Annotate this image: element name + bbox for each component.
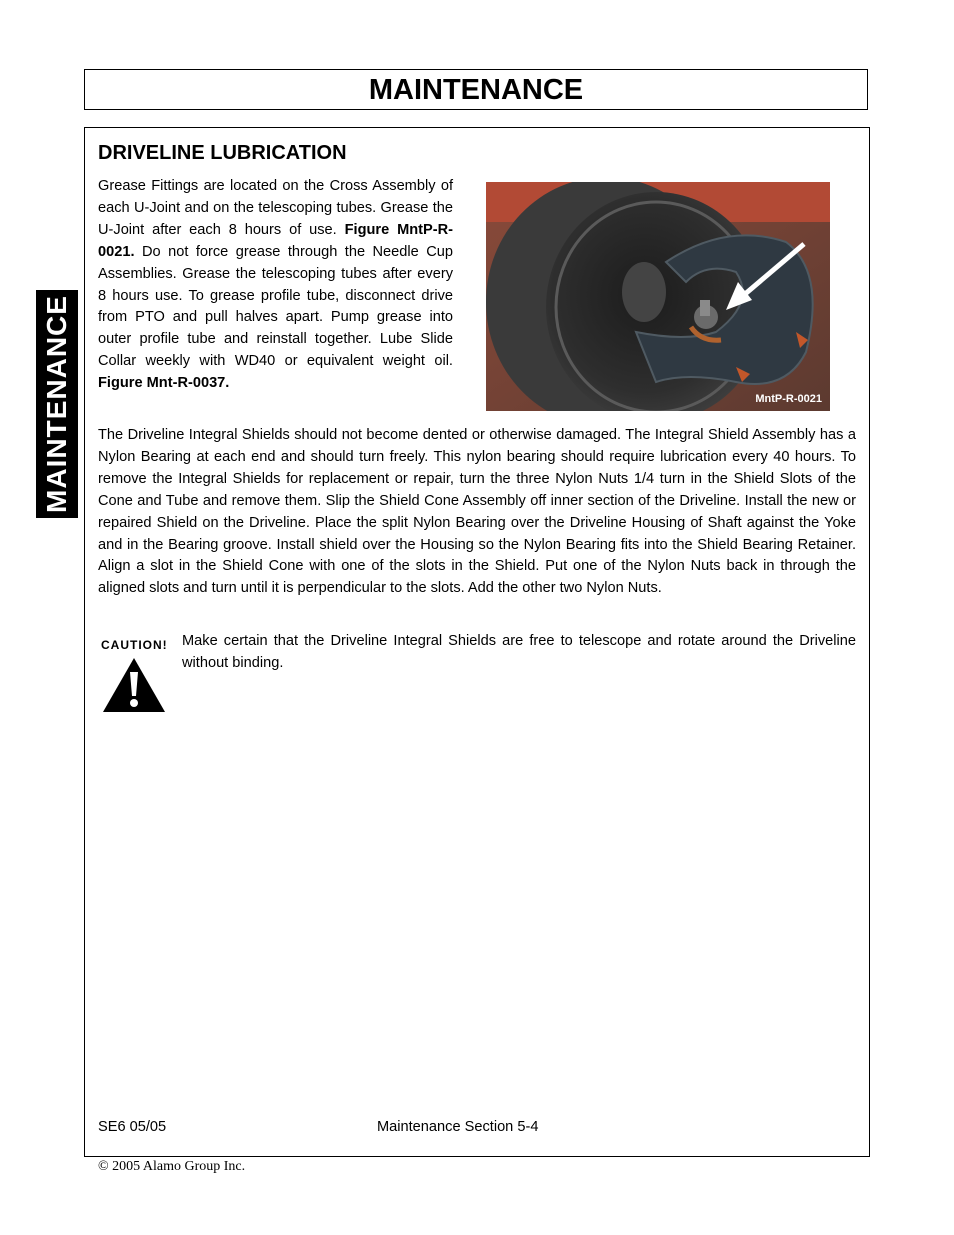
u-joint-photo	[486, 182, 830, 411]
side-section-tab	[36, 290, 78, 518]
caution-text: Make certain that the Driveline Integral Shields are free to telescope and rotate around the Driveline without binding.	[182, 633, 856, 671]
side-section-tab-label: MAINTENANCE	[41, 295, 72, 513]
copyright: © 2005 Alamo Group Inc.	[98, 1159, 246, 1174]
figure-label: MntP-R-0021	[755, 393, 822, 405]
integral-shields-paragraph: The Driveline Integral Shields should not become dented or otherwise damaged. The Integral Shield Assembly has a Nylon Bearing at each end and should turn freely. This nylon bearing should require lubrication every 40 hours. To remove the Integral Shields for replacement or repair, turn the three Nylon Nuts 1/4 turn in the Shield Slots of the Cone and Tube and remove them. Slip the Shield Cone Assembly off inner section of the Driveline. Install the new or repaired Shield on the Driveline. Place the split Nylon Bearing over the Driveline Housing of Shaft against the Yoke and in the Bearing groove. Install shield over the Housing so the Nylon Bearing fits into the Shield Bearing Retainer. Align a slot in the Shield Cone with one of the slots in the Shield. Put one of the Nylon Nuts back in through the aligned slots and turn until it is perpendicular to the slots. Add the other two Nylon Nuts.	[98, 427, 856, 597]
page-header-title: MAINTENANCE	[368, 74, 584, 106]
figure-reference: Figure Mnt-R-0037.	[98, 375, 230, 392]
footer-page-number: Maintenance Section 5-4	[377, 1119, 539, 1135]
footer-model-date: SE6 05/05	[98, 1119, 167, 1135]
paragraph-text: Grease Fittings are located on the Cross Assembly of each U-Joint and on the telescoping tubes. Grease the U-Joint after each 8 hours of use.	[98, 178, 453, 238]
page-header	[84, 69, 868, 110]
caution-label: CAUTION!	[101, 638, 168, 652]
paragraph-text: Do not force grease through the Needle Cup Assemblies. Grease the telescoping tubes after every 8 hours use. To grease profile tube, disconnect drive from PTO and pull halves apart. Pump grease into outer profile tube and reinstall together. Lube Slide Collar weekly with WD40 or equivalent weight oil.	[98, 243, 453, 370]
u-joint-photo-illustration	[486, 182, 830, 411]
figure-reference: Figure MntP-R-0021.	[98, 221, 454, 260]
lubrication-paragraph	[98, 176, 453, 395]
warning-triangle-icon	[101, 656, 167, 714]
section-title: DRIVELINE LUBRICATION	[98, 142, 347, 164]
